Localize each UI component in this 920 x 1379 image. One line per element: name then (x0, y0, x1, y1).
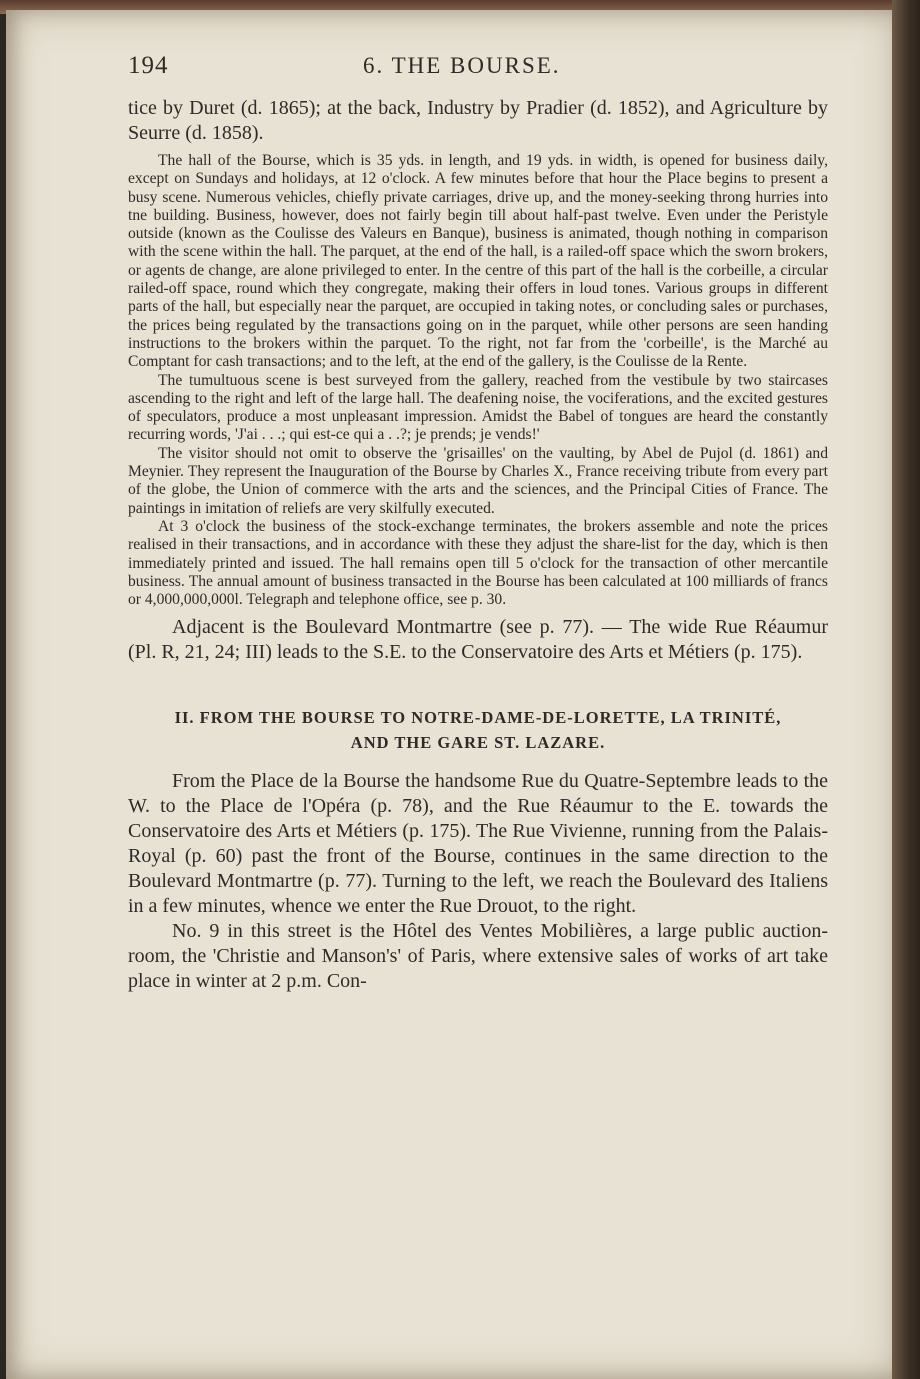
section-heading-line-1: II. FROM THE BOURSE TO NOTRE-DAME-DE-LORETTE, LA TRINITÉ, (174, 708, 782, 728)
paragraph-6: Adjacent is the Boulevard Montmartre (see p. 77). — The wide Rue Réaumur (Pl. R, 21, 24; III) leads to the S.E. to the Conservatoire des Arts et Métiers (p. 175). (128, 616, 828, 664)
paragraph-2: The hall of the Bourse, which is 35 yds. in length, and 19 yds. in width, is opened for business daily, except on Sundays and holidays, at 12 o'clock. A few minutes before that hour the Place begins to present a busy scene. Numerous vehicles, chiefly private carriages, drive up, and the money-seeking throng hurries into tne building. Business, however, does not fairly begin till about half-past twelve. Even under the Peristyle outside (known as the Coulisse des Valeurs en Banque), business is animated, though nothing in comparison with the scene within the hall. The parquet, at the end of the hall, is a railed-off space which the sworn brokers, or agents de change, are alone privileged to enter. In the centre of this part of the hall is the corbeille, a circular railed-off space, round which they congregate, making their offers in loud tones. Various groups in different parts of the hall, but especially near the parquet, are occupied in taking notes, or concluding sales or purchases, the prices being regulated by the transactions going on in the parquet, while other persons are seen handing instructions to the brokers within the parquet. To the right, not far from the 'corbeille', is the Marché au Comptant for cash transactions; and to the left, at the end of the gallery, is the Coulisse de la Rente. (128, 152, 828, 371)
paragraph-1: tice by Duret (d. 1865); at the back, Industry by Pradier (d. 1852), and Agriculture by Seurre (d. 1858). (128, 97, 828, 144)
paragraph-4: The visitor should not omit to observe the 'grisailles' on the vaulting, by Abel de Pujol (d. 1861) and Meynier. They represent the Inauguration of the Bourse by Charles X., France receiving tribute from every part of the globe, the Union of commerce with the arts and the sciences, and the Principal Cities of France. The paintings in imitation of reliefs are very skilfully executed. (128, 444, 828, 517)
paragraph-5: At 3 o'clock the business of the stock-exchange terminates, the brokers assemble and note the prices realised in their transactions, and in accordance with these they adjust the share-list for the day, which is then immediately printed and issued. The hall remains open till 5 o'clock for the transaction of other mercantile business. The annual amount of business transacted in the Bourse has been calculated at 100 milliards of francs or 4,000,000,000l. Telegraph and telephone office, see p. 30. (128, 517, 828, 609)
page-content (128, 52, 828, 994)
section-heading (128, 705, 828, 755)
paragraph-7: From the Place de la Bourse the handsome Rue du Quatre-Septembre leads to the W. to the Place de l'Opéra (p. 78), and the Rue Réaumur to the E. towards the Conservatoire des Arts et Métiers (p. 175). The Rue Vivienne, running from the Palais-Royal (p. 60) past the front of the Bourse, continues in the same direction to the Boulevard Montmartre (p. 77). Turning to the left, we reach the Boulevard des Italiens in a few minutes, whence we enter the Rue Drouot, to the right. (128, 770, 828, 918)
section-heading-line-2: AND THE GARE ST. LAZARE. (350, 733, 606, 753)
page-number: 194 (128, 52, 169, 79)
running-title: 6. THE BOURSE. (363, 53, 561, 78)
book-right-edge (892, 0, 920, 1379)
page-header (128, 52, 828, 96)
paragraph-8: No. 9 in this street is the Hôtel des Ventes Mobilières, a large public auction-room, the 'Christie and Manson's' of Paris, where extensive sales of works of art take place in winter at 2 p.m. Con- (128, 920, 828, 993)
paragraph-3: The tumultuous scene is best surveyed from the gallery, reached from the vestibule by two staircases ascending to the right and left of the large hall. The deafening noise, the vociferations, and the excited gestures of speculators, produce a most unpleasant impression. Amidst the Babel of tongues are heard the constantly recurring words, 'J'ai . . .; qui est-ce qui a . .?; je prends; je vends!' (128, 371, 828, 444)
